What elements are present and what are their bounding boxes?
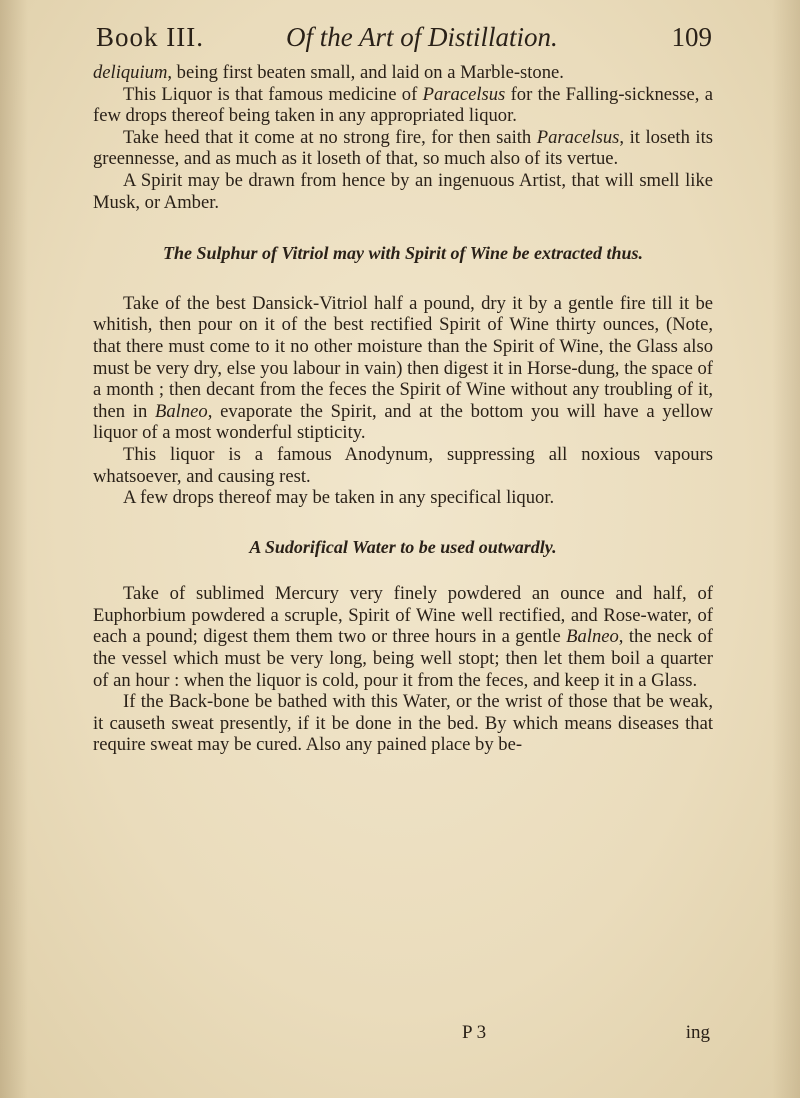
section-heading: The Sulphur of Vitriol may with Spirit of Wine be extracted thus.	[162, 243, 644, 264]
paragraph: This Liquor is that famous medicine of Paracelsus for the Falling-sicknesse, a few drops thereof being taken in any appropriated liquor.	[93, 83, 714, 127]
running-title: Of the Art of Distillation.	[286, 22, 558, 52]
section-heading: A Sudorifical Water to be used outwardly.	[249, 536, 557, 557]
paragraph: Take heed that it come at no strong fire, for then saith Paracelsus, it loseth its greennesse, and as much as it loseth of that, so much also of its vertue.	[93, 126, 713, 170]
book-label: Book III.	[96, 22, 204, 52]
paragraph: Take of sublimed Mercury very finely powdered an ounce and half, of Euphorbium powdered a scruple, Spirit of Wine well rectified, and Rose-water, of each a pound; digest them them two or three hours in a gentle Balneo, the neck of the vessel which must be very long, being well stopt; then let them boil a quarter of an hour : when the liquor is cold, pour it from the feces, and keep it in a Glass.	[93, 583, 713, 691]
italic-term: Balneo	[566, 626, 619, 648]
italic-term: Paracelsus	[536, 126, 620, 148]
italic-term: deliquium	[93, 62, 168, 83]
running-header	[96, 14, 712, 60]
page-body	[93, 62, 713, 756]
page-gutter-shadow	[0, 0, 28, 1098]
paragraph: If the Back-bone be bathed with this Water, or the wrist of those that be weak, it causeth sweat presently, if it be done in the bed. By which means diseases that require sweat may be cured. Also any pained place by be-	[93, 691, 713, 756]
paragraph: This liquor is a famous Anodynum, suppressing all noxious vapours whatsoever, and causing rest.	[93, 443, 713, 487]
italic-term: Balneo	[155, 400, 208, 422]
catchword: ing	[685, 1022, 710, 1043]
italic-term: Paracelsus	[422, 83, 506, 105]
paragraph: A few drops thereof may be taken in any specifical liquor.	[123, 487, 555, 509]
paragraph-continued: deliquium, being first beaten small, and laid on a Marble-stone.	[93, 62, 564, 83]
paragraph: Take of the best Dansick-Vitriol half a pound, dry it by a gentle fire till it be whitish, then pour on it of the best rectified Spirit of Wine thirty ounces, (Note, that there must come to it no other moisture than the Spirit of Wine, the Glass also must be very dry, else you labour in vain) then digest it in Horse-dung, the space of a month ; then decant from the feces the Spirit of Wine without any troubling of it, then in Balneo, evaporate the Spirit, and at the bottom you will have a yellow liquor of a most wonderful stipticity.	[93, 292, 713, 444]
page-edge-shadow	[772, 0, 800, 1098]
paragraph: A Spirit may be drawn from hence by an ingenuous Artist, that will smell like Musk, or Amber.	[93, 169, 713, 213]
signature-mark: P 3	[462, 1022, 487, 1043]
page-number: 109	[671, 22, 712, 52]
